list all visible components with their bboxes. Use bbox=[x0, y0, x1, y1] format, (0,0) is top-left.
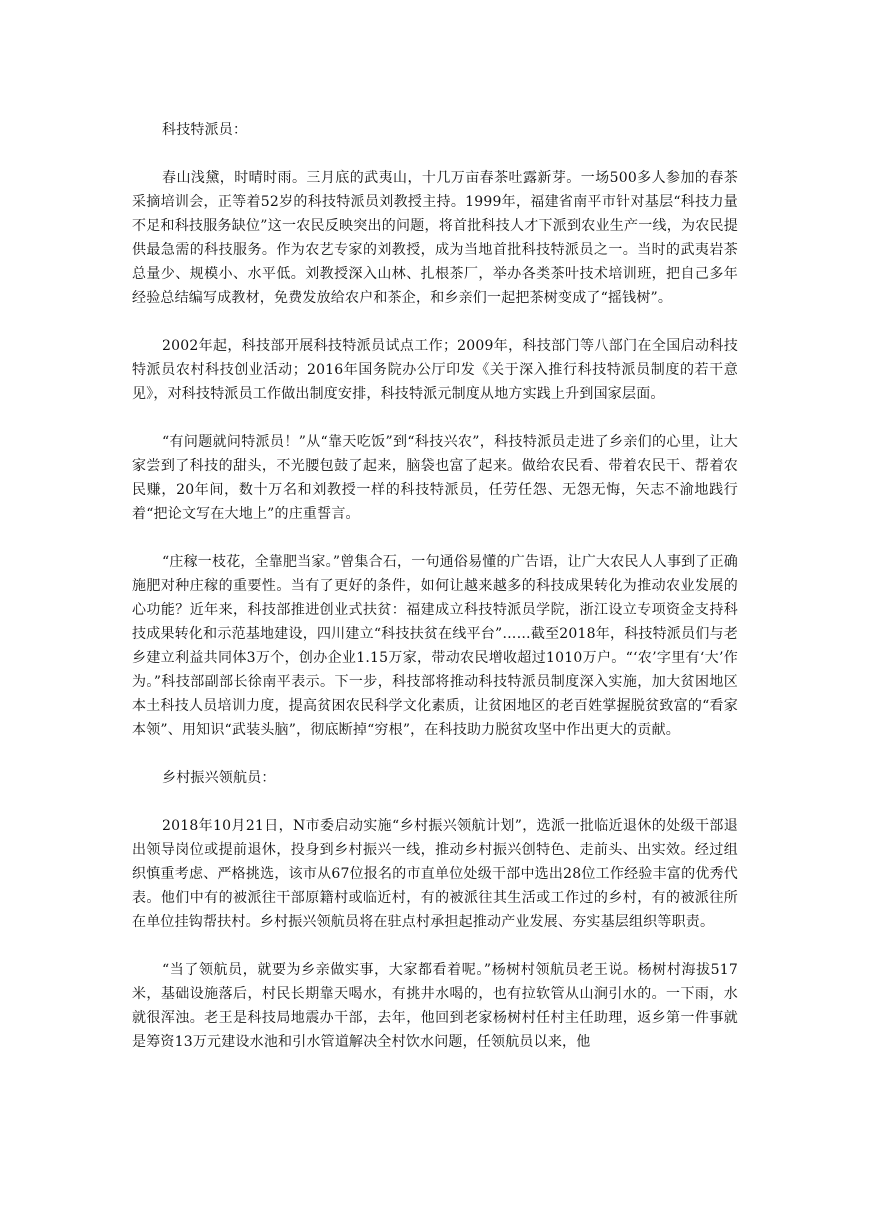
paragraph: 2002年起，科技部开展科技特派员试点工作；2009年，科技部门等八部门在全国启动科技特派员农村科技创业活动；2016年国务院办公厅印发《关于深入推行科技特派员制度的若干意见》，对科技特派员工作做出制度安排，科技特派元制度从地方实践上升到国家层面。 bbox=[132, 338, 738, 402]
paragraph: “当了领航员，就要为乡亲做实事，大家都看着呢。”杨树村领航员老王说。杨树村海拔517米，基础设施落后，村民长期靠天喝水，有挑井水喝的，也有拉软管从山涧引水的。一下雨，水就很浑浊。老王是科技局地震办干部，去年，他回到老家杨树村任村主任助理，返乡第一件事就是筹资13万元建设水池和引水管道解决全村饮水问题，任领航员以来，他 bbox=[132, 962, 738, 1050]
document-body bbox=[132, 118, 738, 1054]
spacer bbox=[132, 790, 738, 814]
paragraph: “庄稼一枝花，全靠肥当家。”曾集合石，一句通俗易懂的广告语，让广大农民人人事到了正确施肥对种庄稼的重要性。当有了更好的条件，如何让越来越多的科技成果转化为推动农业发展的心功能？近年来，科技部推进创业式扶贫：福建成立科技特派员学院，浙江设立专项资金支持科技成果转化和示范基地建设，四川建立“科技扶贫在线平台”……截至2018年，科技特派员们与老乡建立利益共同体3万个，创办企业1.15万家，带动农民增收超过1010万户。“‘农’字里有‘大’作为。”科技部副部长徐南平表示。下一步，科技部将推动科技特派员制度深入实施，加大贫困地区本土科技人员培训力度，提高贫困农民科学文化素质，让贫困地区的老百姓掌握脱贫致富的“看家本领”、用知识“武装头脑”，彻底断掉“穷根”，在科技助力脱贫攻坚中作出更大的贡献。 bbox=[132, 554, 738, 738]
section-heading-rural-navigator: 乡村振兴领航员： bbox=[162, 770, 276, 786]
spacer bbox=[132, 742, 738, 766]
paragraph: 春山浅黛，时晴时雨。三月底的武夷山，十几万亩春茶吐露新芽。一场500多人参加的春茶采摘培训会，正等着52岁的科技特派员刘教授主持。1999年，福建省南平市针对基层“科技力量不足和科技服务缺位”这一农民反映突出的问题，将首批科技人才下派到农业生产一线，为农民提供最急需的科技服务。作为农艺专家的刘教授，成为当地首批科技特派员之一。当时的武夷岩茶总量少、规模小、水平低。刘教授深入山林、扎根茶厂，举办各类茶叶技术培训班，把自己多年经验总结编写成教材，免费发放给农户和茶企，和乡亲们一起把茶树变成了“摇钱树”。 bbox=[132, 170, 738, 306]
spacer bbox=[132, 310, 738, 334]
paragraph: 2018年10月21日，N市委启动实施“乡村振兴领航计划”，选派一批临近退休的处级干部退出领导岗位或提前退休，投身到乡村振兴一线，推动乡村振兴创特色、走前头、出实效。经过组织慎重考虑、严格挑选，该市从67位报名的市直单位处级干部中选出28位工作经验丰富的优秀代表。他们中有的被派往干部原籍村或临近村，有的被派往其生活或工作过的乡村，有的被派往所在单位挂钩帮扶村。乡村振兴领航员将在驻点村承担起推动产业发展、夯实基层组织等职责。 bbox=[132, 818, 738, 930]
paragraph: “有问题就问特派员！”从“靠天吃饭”到“科技兴农”，科技特派员走进了乡亲们的心里，让大家尝到了科技的甜头，不光腰包鼓了起来，脑袋也富了起来。做给农民看、带着农民干、帮着农民赚，20年间，数十万名和刘教授一样的科技特派员，任劳任怨、无怨无悔，矢志不渝地践行着“把论文写在大地上”的庄重誓言。 bbox=[132, 434, 738, 522]
spacer bbox=[132, 406, 738, 430]
spacer bbox=[132, 526, 738, 550]
spacer bbox=[132, 934, 738, 958]
section-heading-tech-envoy: 科技特派员： bbox=[162, 122, 248, 138]
spacer bbox=[132, 142, 738, 166]
